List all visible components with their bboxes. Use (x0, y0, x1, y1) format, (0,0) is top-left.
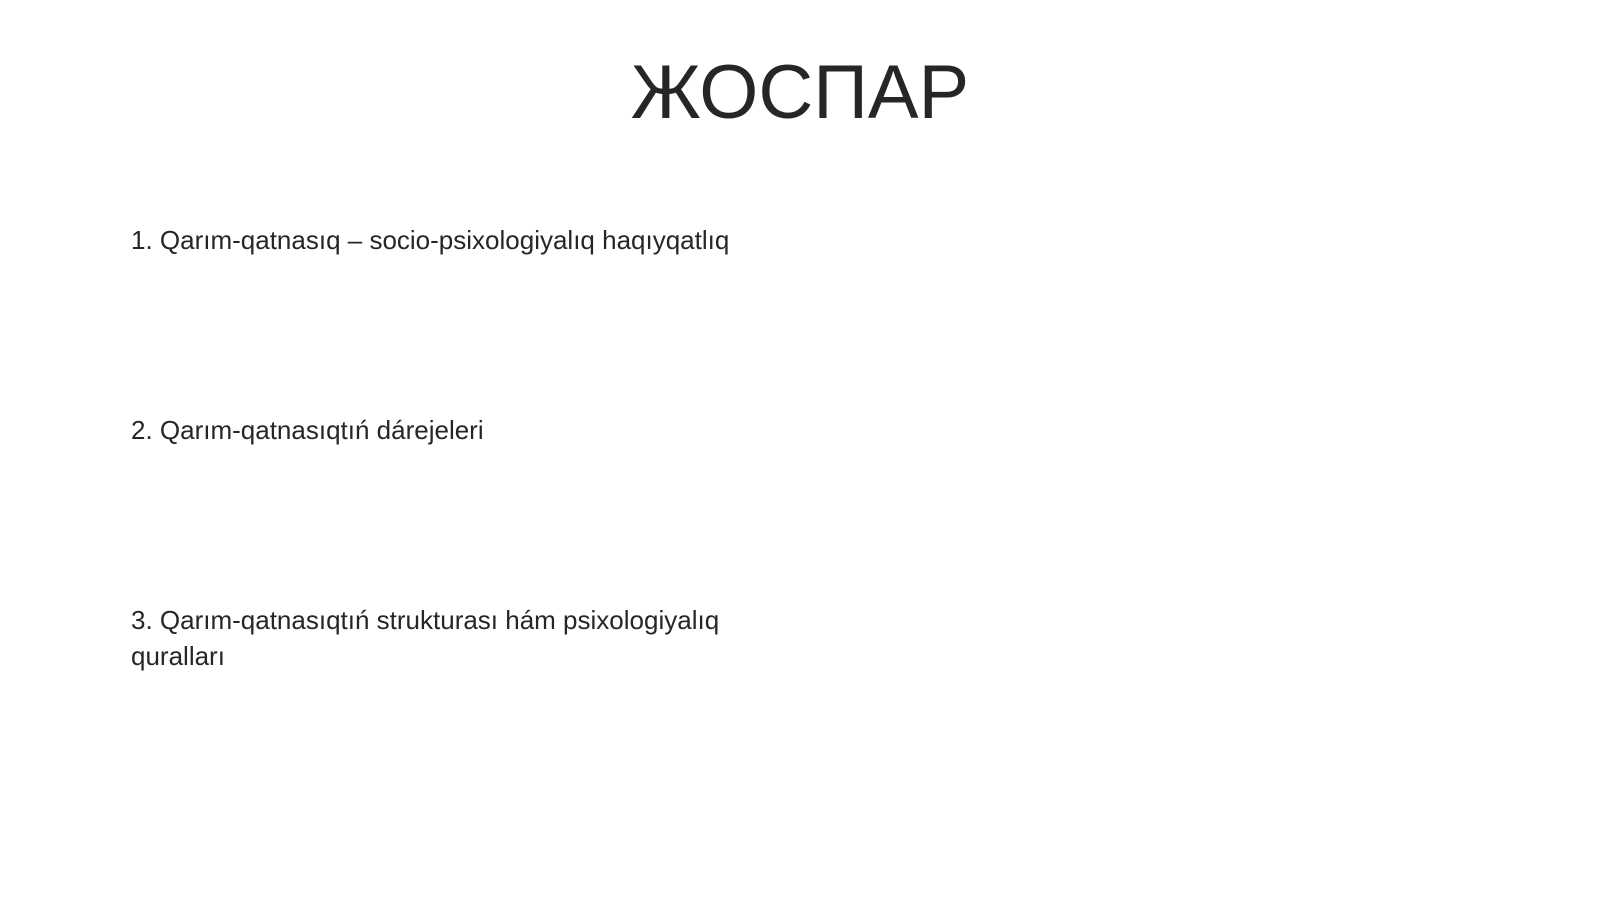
slide-title: ЖОСПАР (630, 50, 970, 135)
plan-item-3: 3. Qarım-qatnasıqtıń strukturası hám psixologiyalıq quralları (131, 605, 720, 671)
plan-item-1: 1. Qarım-qatnasıq – socio-psixologiyalıq haqıyqatlıq (131, 225, 730, 255)
plan-item-2: 2. Qarım-qatnasıqtıń dárejeleri (131, 415, 484, 445)
